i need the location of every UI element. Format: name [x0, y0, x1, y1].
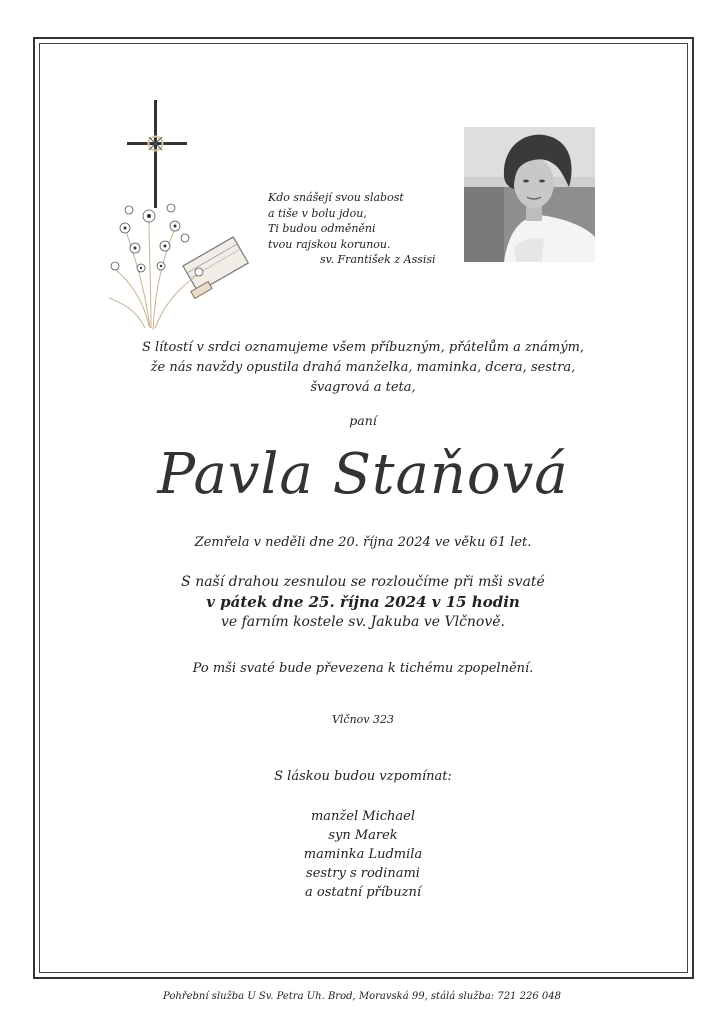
poem	[268, 190, 448, 268]
address: Vlčnov 323	[331, 713, 395, 726]
family-member: manžel Michael	[310, 809, 415, 824]
cremation-note: Po mši svaté bude převezena k tichému zpopelnění.	[192, 661, 534, 676]
family-member: syn Marek	[328, 828, 398, 843]
cross-flowers-book-icon	[105, 98, 255, 338]
poem-line: a tiše v bolu jdou,	[268, 206, 367, 220]
announcement-line: že nás navždy opustila drahá manželka, maminka, dcera, sestra,	[150, 360, 576, 375]
ceremony-place: ve farním kostele sv. Jakuba ve Vlčnově.	[220, 614, 506, 630]
announcement-line: švagrová a teta,	[310, 380, 416, 395]
death-info: Zemřela v neděli dne 20. října 2024 ve věku 61 let.	[194, 535, 532, 550]
title-pani: paní	[349, 413, 377, 428]
family-list	[40, 807, 686, 902]
poem-line: Kdo snášejí svou slabost	[268, 191, 404, 204]
remember-heading: S láskou budou vzpomínat:	[274, 769, 452, 784]
poem-line: tvou rajskou korunou.	[268, 237, 391, 251]
deceased-name: Pavla Staňová	[157, 442, 569, 507]
announcement-line: S lítostí v srdci oznamujeme všem příbuzným, přátelům a známým,	[141, 340, 585, 355]
ceremony-info	[40, 572, 686, 632]
poem-line: Ti budou odměněni	[268, 222, 376, 235]
poem-author: sv. František z Assisi	[320, 253, 436, 266]
ceremony-date: v pátek dne 25. října 2024 v 15 hodin	[206, 593, 520, 611]
footer-funeral-service: Pohřební služba U Sv. Petra Uh. Brod, Moravská 99, stálá služba: 721 226 048	[163, 991, 561, 1002]
family-member: a ostatní příbuzní	[304, 885, 421, 900]
ceremony-line: S naší drahou zesnulou se rozloučíme při mši svaté	[181, 574, 545, 590]
family-member: maminka Ludmila	[303, 847, 423, 862]
family-member: sestry s rodinami	[306, 866, 420, 881]
portrait-photo	[464, 127, 595, 262]
announcement	[40, 338, 686, 398]
